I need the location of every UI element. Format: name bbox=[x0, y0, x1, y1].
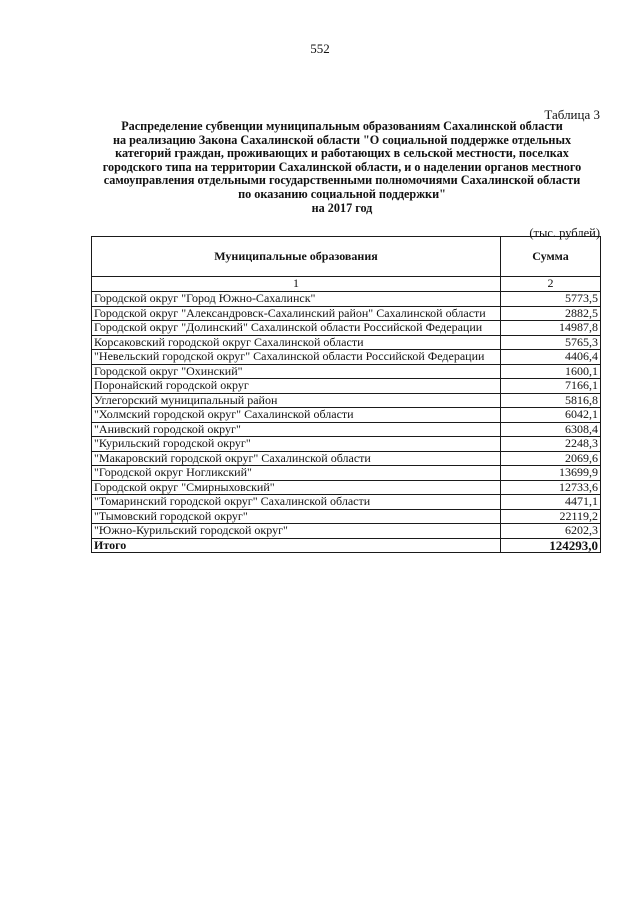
municipality-name: "Тымовский городской округ" bbox=[92, 509, 501, 524]
subvention-sum: 5816,8 bbox=[501, 393, 601, 408]
units-label: (тыс. рублей) bbox=[529, 226, 600, 240]
column-number-2: 2 bbox=[501, 277, 601, 292]
subvention-sum: 2069,6 bbox=[501, 451, 601, 466]
subvention-sum: 13699,9 bbox=[501, 466, 601, 481]
municipality-name: Городской округ "Охинский" bbox=[92, 364, 501, 379]
header-municipalities: Муниципальные образования bbox=[92, 237, 501, 277]
page-number: 552 bbox=[310, 41, 330, 56]
header-row bbox=[92, 237, 601, 277]
municipality-name: Углегорский муниципальный район bbox=[92, 393, 501, 408]
subvention-sum: 12733,6 bbox=[501, 480, 601, 495]
table-row bbox=[92, 408, 601, 423]
subvention-table bbox=[91, 236, 601, 553]
municipality-name: Городской округ "Город Южно-Сахалинск" bbox=[92, 292, 501, 307]
table-label: Таблица 3 bbox=[544, 107, 600, 122]
municipality-name: "Невельский городской округ" Сахалинской области Российской Федерации bbox=[92, 350, 501, 365]
table-row bbox=[92, 495, 601, 510]
subvention-sum: 22119,2 bbox=[501, 509, 601, 524]
subvention-sum: 1600,1 bbox=[501, 364, 601, 379]
municipality-name: "Томаринский городской округ" Сахалинской области bbox=[92, 495, 501, 510]
table-row bbox=[92, 350, 601, 365]
table-row bbox=[92, 364, 601, 379]
municipality-name: Городской округ "Александровск-Сахалинский район" Сахалинской области bbox=[92, 306, 501, 321]
table-row bbox=[92, 321, 601, 336]
column-number-1: 1 bbox=[92, 277, 501, 292]
municipality-name: "Макаровский городской округ" Сахалинской области bbox=[92, 451, 501, 466]
subvention-sum: 7166,1 bbox=[501, 379, 601, 394]
subvention-sum: 4471,1 bbox=[501, 495, 601, 510]
title-line: категорий граждан, проживающих и работающих в сельской местности, поселках bbox=[115, 146, 569, 161]
municipality-name: "Городской округ Ногликский" bbox=[92, 466, 501, 481]
table-row bbox=[92, 437, 601, 452]
municipality-name: "Анивский городской округ" bbox=[92, 422, 501, 437]
subvention-sum: 14987,8 bbox=[501, 321, 601, 336]
total-row bbox=[92, 538, 601, 553]
title-line: на реализацию Закона Сахалинской области "О социальной поддержке отдельных bbox=[112, 132, 572, 147]
subvention-sum: 2882,5 bbox=[501, 306, 601, 321]
table-row bbox=[92, 451, 601, 466]
column-number-row bbox=[92, 277, 601, 292]
table-body bbox=[92, 292, 601, 539]
subvention-sum: 6042,1 bbox=[501, 408, 601, 423]
table-row bbox=[92, 306, 601, 321]
table-row bbox=[92, 335, 601, 350]
subvention-sum: 4406,4 bbox=[501, 350, 601, 365]
subvention-sum: 6202,3 bbox=[501, 524, 601, 539]
total-sum: 124293,0 bbox=[501, 538, 601, 553]
municipality-name: "Южно-Курильский городской округ" bbox=[92, 524, 501, 539]
subvention-sum: 5765,3 bbox=[501, 335, 601, 350]
title-line: Распределение субвенции муниципальным образованиям Сахалинской области bbox=[121, 119, 563, 133]
document-title bbox=[82, 120, 602, 215]
title-line: городского типа на территории Сахалинской области, и о наделении органов местного bbox=[102, 159, 582, 174]
table-row bbox=[92, 524, 601, 539]
municipality-name: Городской округ "Смирныховский" bbox=[92, 480, 501, 495]
municipality-name: "Курильский городской округ" bbox=[92, 437, 501, 452]
title-line: на 2017 год bbox=[311, 200, 373, 215]
table-row bbox=[92, 466, 601, 481]
table-row bbox=[92, 379, 601, 394]
table-row bbox=[92, 393, 601, 408]
total-label: Итого bbox=[92, 538, 501, 553]
title-line: самоуправления отдельными государственными полномочиями Сахалинской области bbox=[103, 173, 581, 188]
table-row bbox=[92, 422, 601, 437]
municipality-name: Корсаковский городской округ Сахалинской области bbox=[92, 335, 501, 350]
subvention-sum: 2248,3 bbox=[501, 437, 601, 452]
subvention-sum: 5773,5 bbox=[501, 292, 601, 307]
table-row bbox=[92, 509, 601, 524]
table-row bbox=[92, 480, 601, 495]
municipality-name: "Холмский городской округ" Сахалинской области bbox=[92, 408, 501, 423]
subvention-sum: 6308,4 bbox=[501, 422, 601, 437]
header-sum: Сумма bbox=[501, 237, 601, 277]
municipality-name: Поронайский городской округ bbox=[92, 379, 501, 394]
table-row bbox=[92, 292, 601, 307]
title-line: по оказанию социальной поддержки" bbox=[238, 186, 446, 201]
municipality-name: Городской округ "Долинский" Сахалинской области Российской Федерации bbox=[92, 321, 501, 336]
